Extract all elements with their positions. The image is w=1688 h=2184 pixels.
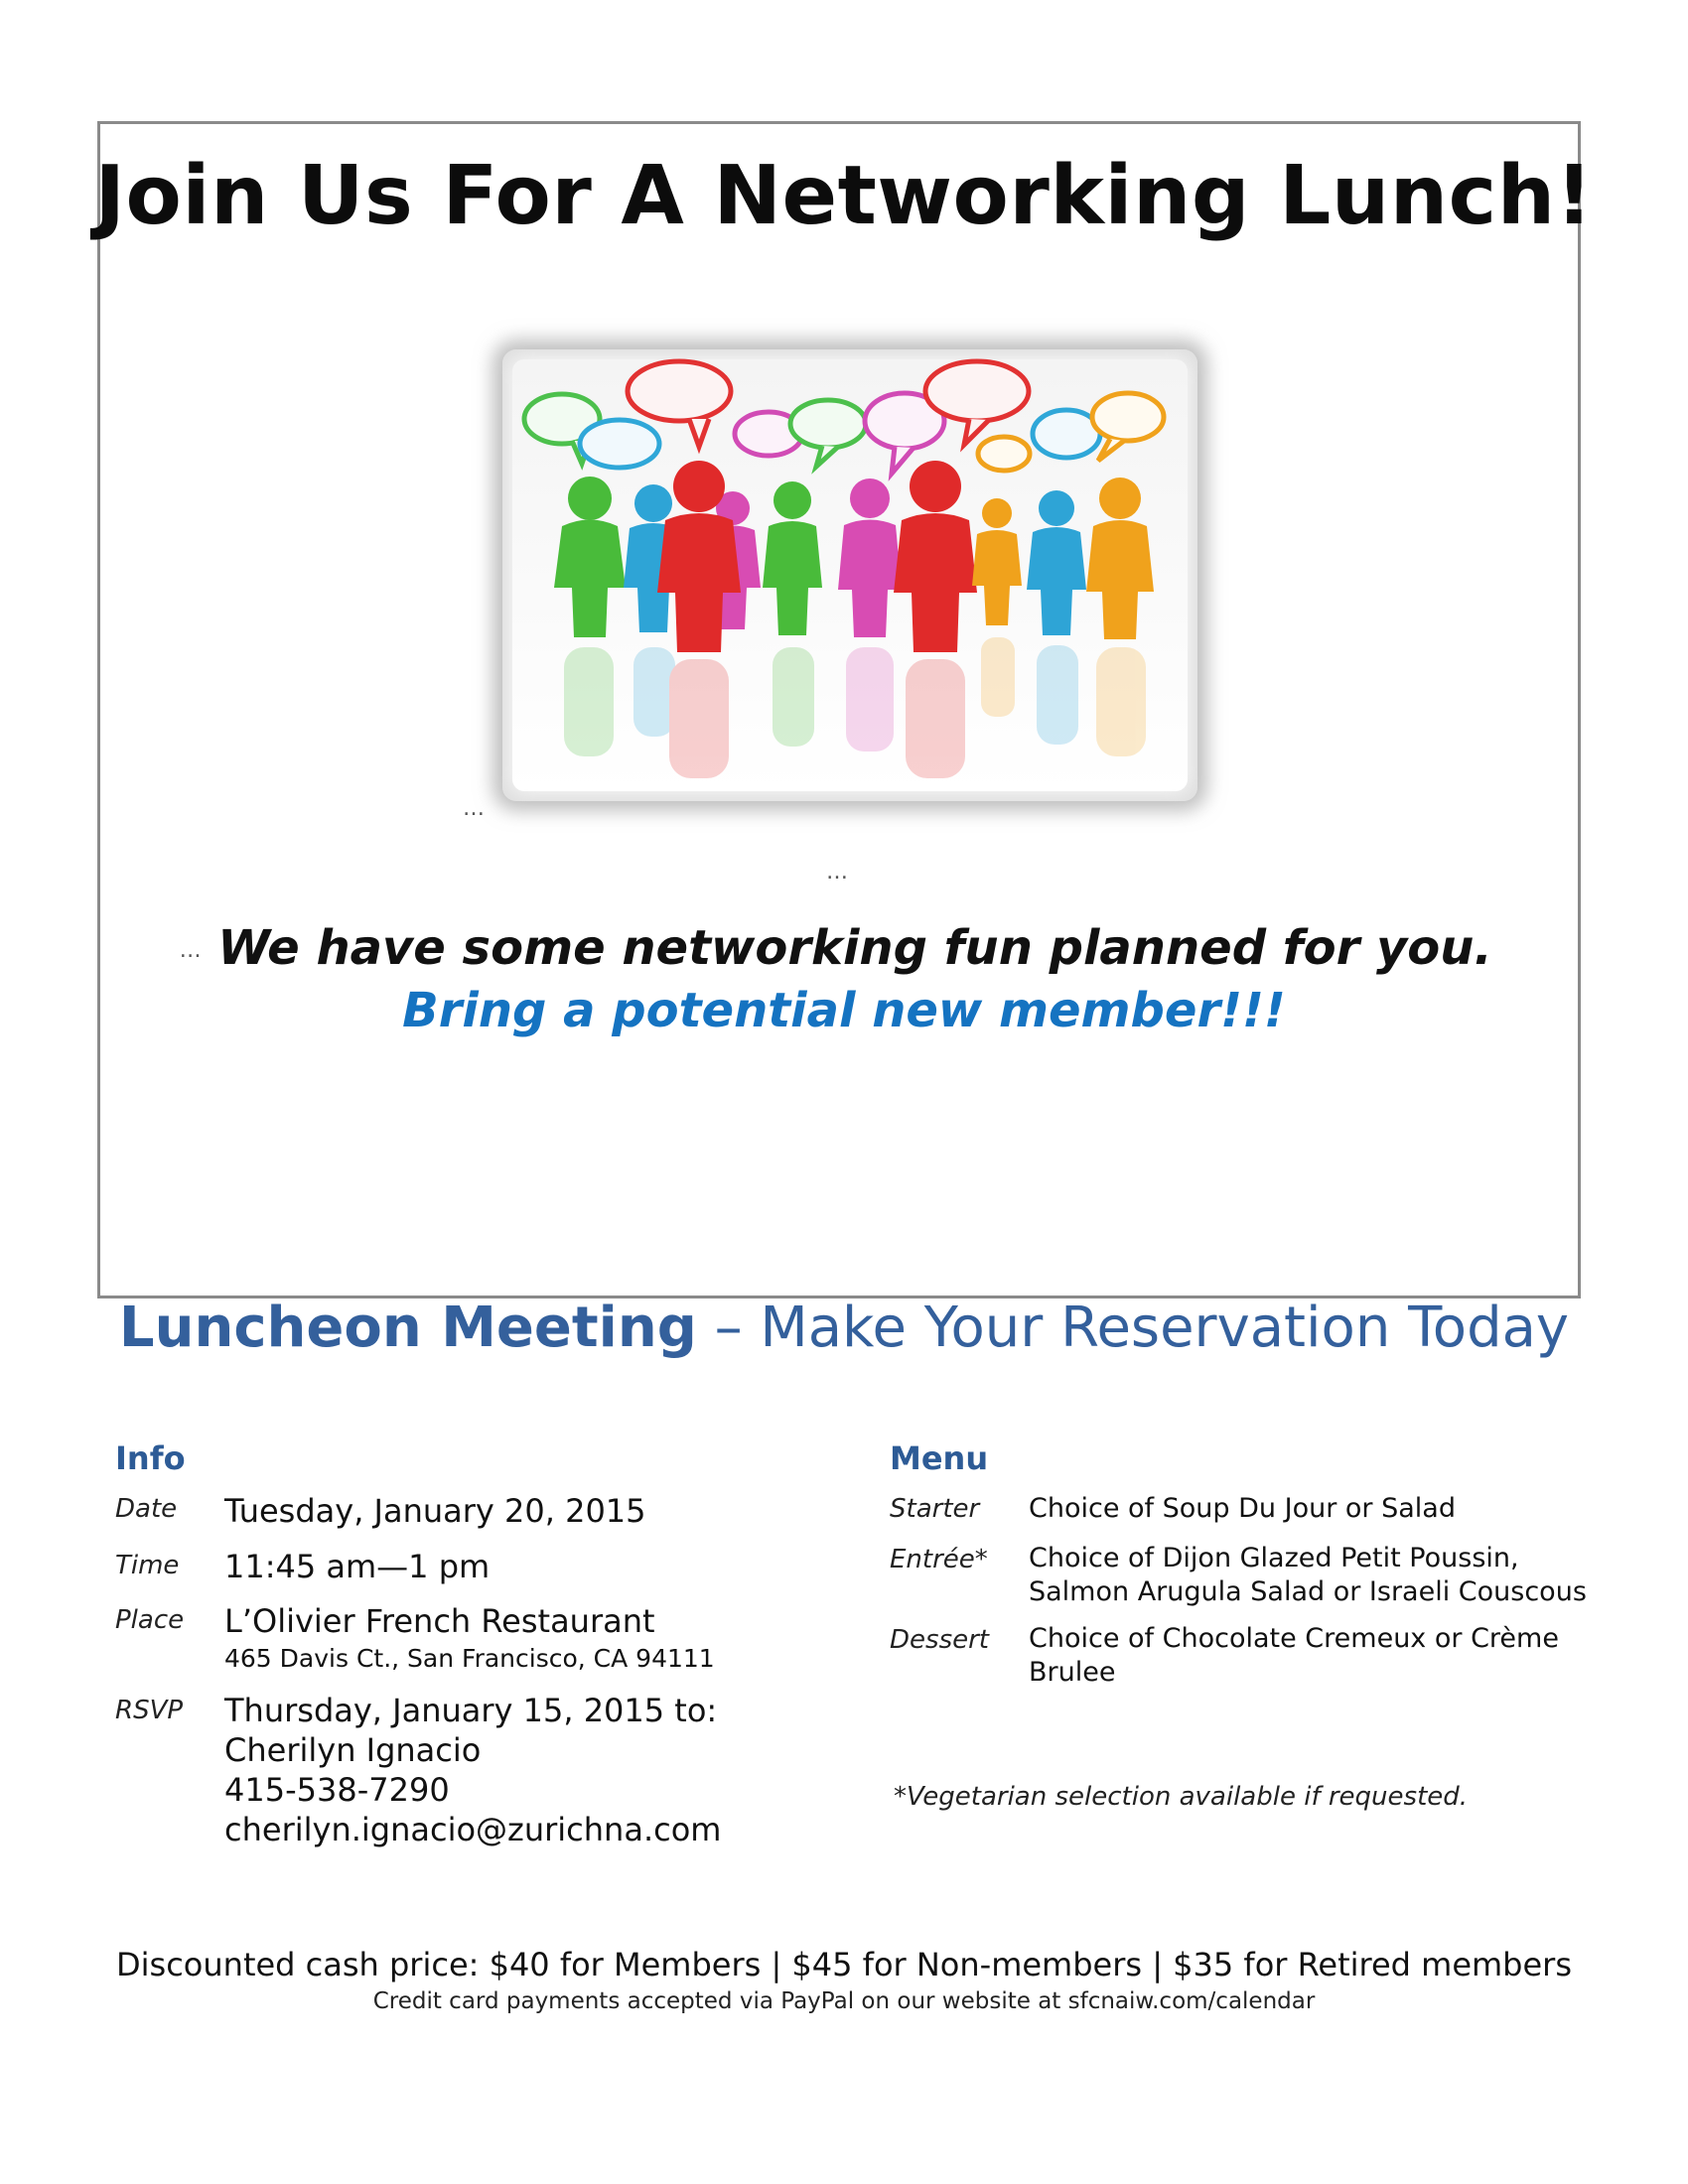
place-value: L’Olivier French Restaurant — [224, 1602, 655, 1640]
ellipsis-mark: … — [463, 796, 485, 821]
dessert-label: Dessert — [890, 1625, 989, 1655]
rsvp-line: Cherilyn Ignacio — [224, 1731, 482, 1769]
luncheon-rest: – Make Your Reservation Today — [696, 1296, 1570, 1360]
promo-text — [119, 918, 1569, 1040]
info-heading: Info — [115, 1439, 186, 1477]
pricing-line: Discounted cash price: $40 for Members | $45 for Non-members | $35 for Retired members — [116, 1946, 1572, 1983]
rsvp-email: cherilyn.ignacio@zurichna.com — [224, 1811, 722, 1848]
rsvp-line: Thursday, January 15, 2015 to: — [224, 1692, 718, 1729]
people-speech-bubbles-icon — [502, 349, 1197, 801]
ellipsis-mark: … — [179, 938, 202, 963]
date-label: Date — [115, 1494, 178, 1524]
promo-dark-text: We have some networking fun planned for you. — [217, 920, 1492, 976]
networking-people-illustration — [502, 349, 1197, 801]
menu-heading: Menu — [890, 1439, 989, 1477]
place-label: Place — [115, 1605, 185, 1635]
time-value: 11:45 am—1 pm — [224, 1548, 491, 1585]
luncheon-bold: Luncheon Meeting — [118, 1296, 697, 1360]
starter-value: Choice of Soup Du Jour or Salad — [1029, 1493, 1456, 1524]
luncheon-heading — [0, 1296, 1688, 1360]
address-value: 465 Davis Ct., San Francisco, CA 94111 — [224, 1644, 715, 1673]
rsvp-label: RSVP — [115, 1696, 184, 1725]
entree-label: Entrée* — [890, 1545, 988, 1574]
date-value: Tuesday, January 20, 2015 — [224, 1492, 646, 1530]
dessert-line: Brulee — [1029, 1657, 1116, 1688]
credit-card-note: Credit card payments accepted via PayPal on our website at sfcnaiw.com/calendar — [372, 1988, 1316, 2014]
vegetarian-note: *Vegetarian selection available if requested. — [894, 1782, 1469, 1812]
entree-line: Choice of Dijon Glazed Petit Poussin, — [1029, 1543, 1519, 1573]
entree-line: Salmon Arugula Salad or Israeli Couscous — [1029, 1576, 1587, 1607]
rsvp-line: 415-538-7290 — [224, 1771, 450, 1809]
time-label: Time — [115, 1551, 180, 1580]
dessert-line: Choice of Chocolate Cremeux or Crème — [1029, 1623, 1559, 1654]
promo-blue-text: Bring a potential new member!!! — [402, 983, 1286, 1038]
ellipsis-mark: … — [826, 860, 848, 885]
starter-label: Starter — [890, 1494, 980, 1524]
headline: Join Us For A Networking Lunch! — [94, 149, 1594, 243]
